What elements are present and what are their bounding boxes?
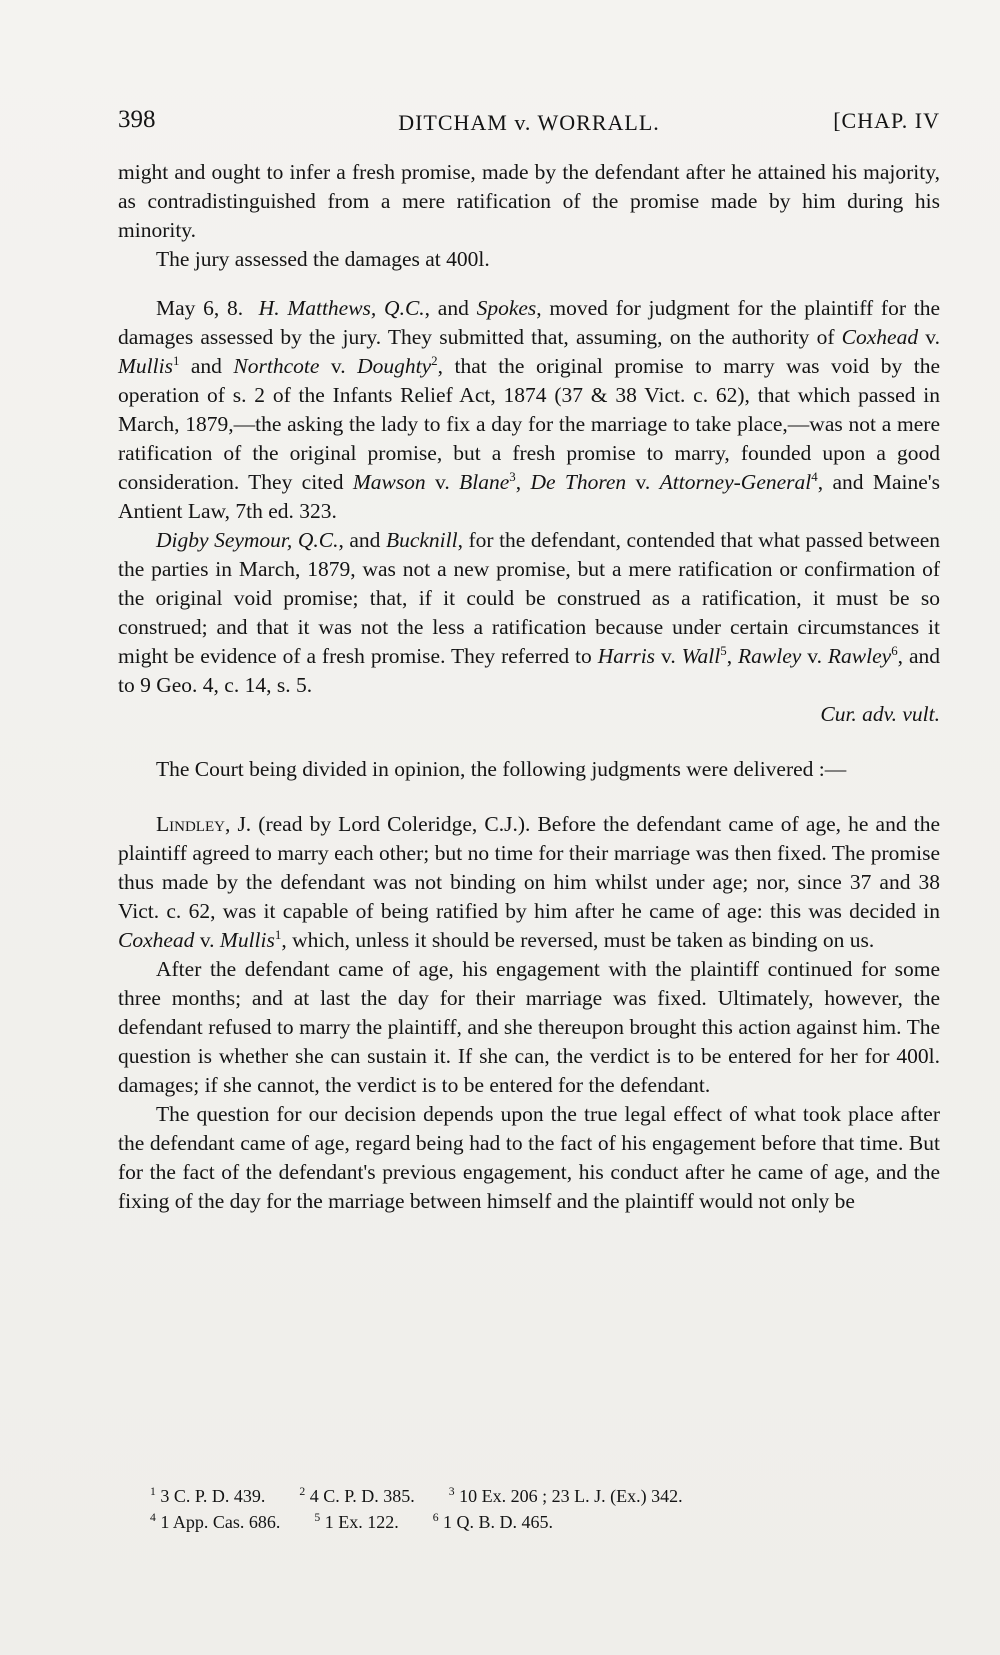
case-name: Attorney-General [659,470,812,494]
footnote: $^4$ 1 App. Cas. 686. [150,1511,281,1532]
paragraph-continuation: might and ought to infer a fresh promise, made by the defendant after he attained his majority, as contradistinguished from a mere ratification of the promise made by him during his minority. [118,160,940,242]
footnote-ref: 5 [720,643,727,658]
footnote-ref: 4 [811,469,818,484]
paragraph-court-divided: The Court being divided in opinion, the following judgments were delivered :— [156,757,847,781]
case-name: Wall [681,644,721,668]
footnote-ref: 6 [891,643,898,658]
case-name: Mullis [118,354,173,378]
case-name: Harris [597,644,656,668]
paragraph-question: The question for our decision depends upon the true legal effect of what took place after the defendant came of age, regard being had to the fact of his engagement before that time. But for the fact of the defendant's previous engagement, his conduct after he came of age, and the fixing of the day for the marriage between himself and the plaintiff would not only be [118,1102,940,1213]
page-header [118,106,940,140]
footnote-row [118,1509,940,1535]
footnote: $^2$ 4 C. P. D. 385. [299,1485,415,1506]
paragraph-jury-damages: The jury assessed the damages at 400l. [156,247,490,271]
paragraph-motion-plaintiff: May 6, 8. H. Matthews, Q.C., and Spokes, moved for judgment for the plaintiff for the damages assessed by the jury. They submitted that, assuming, on the authority of Coxhead v. Mullis$^1$ and Northcote v. Doughty$^2$, that the original promise to marry was void by the operation of s. 2 of the Infants Relief Act, 1874 (37 & 38 Vict. c. 62), that which passed in March, 1879,—the asking the lady to fix a day for the marriage to take place,—was not a mere ratification of the original promise, but a fresh promise to marry, founded upon a good consideration. They cited Mawson v. Blane$^3$, De Thoren v. Attorney-General$^4$, and Maine's Antient Law, 7th ed. 323. [118,296,941,523]
footnote: $^5$ 1 Ex. 122. [314,1511,399,1532]
case-name: Blane [459,470,510,494]
judge-name: Lindley, J. [156,812,252,836]
case-name: Coxhead [118,928,195,952]
footnote: $^6$ 1 Q. B. D. 465. [432,1511,554,1532]
case-name: Mawson [352,470,426,494]
case-name: Northcote [233,354,320,378]
footnote-ref: 3 [509,469,516,484]
case-name: Mullis [219,928,275,952]
counsel-name: Bucknill [385,528,458,552]
case-name: De Thoren [530,470,627,494]
footnote: $^3$ 10 Ex. 206 ; 23 L. J. (Ex.) 342. [448,1485,683,1506]
footnote: $^1$ 3 C. P. D. 439. [150,1485,266,1506]
page-number: 398 [118,106,156,133]
main-text [118,158,940,1216]
paragraph-engagement: After the defendant came of age, his engagement with the plaintiff continued for some three months; and at last the day for their marriage was fixed. Ultimately, however, the defendant refused to marry the plaintiff, and she thereupon brought this action against him. The question is whether she can sustain it. If she can, the verdict is to be entered for her for 400l. damages; if she cannot, the verdict is to be entered for the defendant. [118,957,940,1097]
case-name: Rawley [738,644,802,668]
counsel-name: Digby Seymour, Q.C. [156,528,339,552]
footnote-ref: 1 [172,353,180,368]
cur-adv-vult: Cur. adv. vult. [820,702,940,726]
paragraph-lindley-judgment: Lindley, J. (read by Lord Coleridge, C.J.). Before the defendant came of age, he and the plaintiff agreed to marry each other; but no time for their marriage was then fixed. The promise thus made by the defendant was not binding on him whilst under age; nor, since 37 and 38 Vict. c. 62, was it capable of being ratified by him after he came of age: this was decided in Coxhead v. Mullis$^1$, which, unless it should be reversed, must be taken as binding on us. [118,812,940,952]
case-name: Coxhead [841,325,919,349]
case-name: Rawley [827,644,892,668]
footnote-ref: 1 [274,927,282,942]
paragraph-defendant-argument: Digby Seymour, Q.C., and Bucknill, for the defendant, contended that what passed between the parties in March, 1879, was not a new promise, but a mere ratification or confirmation of the original void promise; that, if it could be construed as a ratification, it must be so construed; and that it was not the less a ratification because under certain circumstances it might be evidence of a fresh promise. They referred to Harris v. Wall$^5$, Rawley v. Rawley$^6$, and to 9 Geo. 4, c. 14, s. 5. [118,528,940,697]
footnote-row [118,1483,940,1509]
footnotes [118,1483,940,1535]
case-name: Doughty [357,354,432,378]
counsel-name: H. Matthews, Q.C. [258,296,425,320]
running-title: DITCHAM v. WORRALL. [398,110,660,135]
counsel-name: Spokes [476,296,537,320]
chapter-label: [CHAP. IV [833,108,940,133]
footnote-ref: 2 [431,353,438,368]
